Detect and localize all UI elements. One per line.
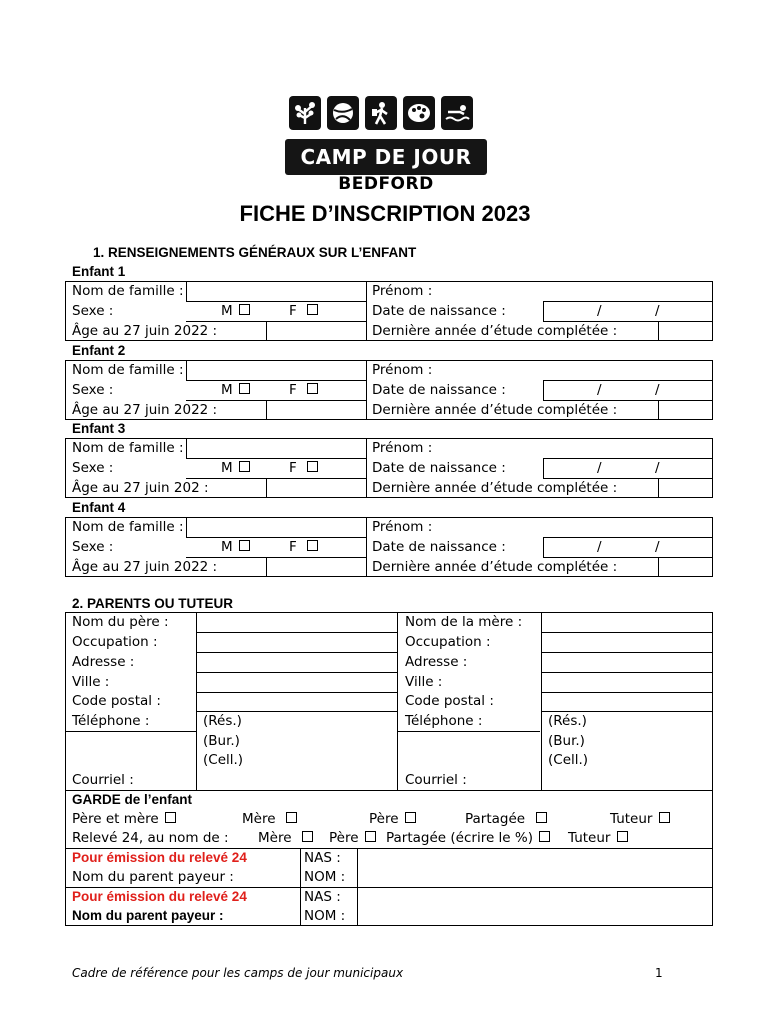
father-phone-res: (Rés.) (203, 713, 242, 729)
hiker-icon (365, 96, 397, 130)
father-postal-label: Code postal : (72, 693, 161, 709)
emission-2-nom-label: NOM : (304, 908, 346, 924)
mother-phone-label: Téléphone : (405, 713, 483, 729)
father-occupation-label: Occupation : (72, 634, 158, 650)
checkbox[interactable] (365, 831, 376, 842)
releve-option-tutor[interactable]: Tuteur (568, 830, 628, 846)
child-3-birthdate-label: Date de naissance : (372, 460, 506, 476)
child-2-age-label: Âge au 27 juin 2022 : (72, 402, 218, 418)
garde-option-shared[interactable]: Partagée (465, 811, 547, 827)
child-1-firstname-label: Prénom : (372, 283, 433, 299)
emission-1-nom-label: NOM : (304, 869, 346, 885)
footer-text: Cadre de référence pour les camps de jour municipaux (72, 966, 404, 980)
palette-icon (403, 96, 435, 130)
child-1-sex-f[interactable]: F (289, 303, 318, 319)
checkbox[interactable] (302, 831, 313, 842)
releve-option-father[interactable]: Père (329, 830, 376, 846)
child-3-sex-label: Sexe : (72, 460, 114, 476)
garde-option-father[interactable]: Père (369, 811, 416, 827)
emission-2-notice: Pour émission du relevé 24 (72, 889, 247, 904)
child-2-sex-m[interactable]: M (221, 382, 250, 398)
mother-address-label: Adresse : (405, 654, 468, 670)
child-2-birthdate-label: Date de naissance : (372, 382, 506, 398)
mother-phone-res: (Rés.) (548, 713, 587, 729)
checkbox[interactable] (307, 540, 318, 551)
checkbox[interactable] (239, 383, 250, 394)
child-1-lastname-label: Nom de famille : (72, 283, 184, 299)
checkbox[interactable] (307, 383, 318, 394)
checkbox[interactable] (659, 812, 670, 823)
checkbox[interactable] (239, 461, 250, 472)
releve-option-mother[interactable]: Mère (258, 830, 313, 846)
logo-city: BEDFORD (338, 174, 434, 194)
father-address-label: Adresse : (72, 654, 135, 670)
emission-2-nas-label: NAS : (304, 889, 341, 905)
date-separator: / (655, 382, 660, 398)
emission-1-parent-label: Nom du parent payeur : (72, 869, 234, 885)
mother-name-label: Nom de la mère : (405, 614, 523, 630)
emission-1-notice: Pour émission du relevé 24 (72, 850, 247, 865)
logo-banner (285, 139, 487, 175)
child-3-title: Enfant 3 (72, 421, 126, 436)
child-3-age-label: Âge au 27 juin 202 : (72, 480, 209, 496)
child-2-sex-label: Sexe : (72, 382, 114, 398)
swimmer-icon (441, 96, 473, 130)
child-4-firstname-label: Prénom : (372, 519, 433, 535)
child-4-birthdate-label: Date de naissance : (372, 539, 506, 555)
emission-1-nas-label: NAS : (304, 850, 341, 866)
date-separator: / (597, 303, 602, 319)
child-1-sex-label: Sexe : (72, 303, 114, 319)
child-3-lastname-label: Nom de famille : (72, 440, 184, 456)
child-3-sex-m[interactable]: M (221, 460, 250, 476)
checkbox[interactable] (165, 812, 176, 823)
emission-2-parent-label: Nom du parent payeur : (72, 908, 224, 923)
child-4-sex-label: Sexe : (72, 539, 114, 555)
logo-banner-text: CAMP DE JOUR (300, 145, 472, 169)
child-3-firstname-label: Prénom : (372, 440, 433, 456)
father-phone-bur: (Bur.) (203, 733, 240, 749)
date-separator: / (655, 303, 660, 319)
page-number: 1 (655, 966, 663, 980)
checkbox[interactable] (239, 540, 250, 551)
child-3-grade-label: Dernière année d’étude complétée : (372, 480, 618, 496)
mother-email-label: Courriel : (405, 772, 467, 788)
mother-phone-bur: (Bur.) (548, 733, 585, 749)
leaf-icon (289, 96, 321, 130)
date-separator: / (655, 539, 660, 555)
page-title: FICHE D’INSCRIPTION 2023 (239, 201, 531, 226)
date-separator: / (597, 539, 602, 555)
child-1-title: Enfant 1 (72, 264, 126, 279)
child-2-lastname-label: Nom de famille : (72, 362, 184, 378)
child-4-sex-m[interactable]: M (221, 539, 250, 555)
mother-city-label: Ville : (405, 674, 443, 690)
father-name-label: Nom du père : (72, 614, 169, 630)
checkbox[interactable] (307, 304, 318, 315)
date-separator: / (597, 382, 602, 398)
garde-option-both[interactable]: Père et mère (72, 811, 176, 827)
releve-option-shared[interactable]: Partagée (écrire le %) (386, 830, 550, 846)
checkbox[interactable] (239, 304, 250, 315)
checkbox[interactable] (539, 831, 550, 842)
child-4-title: Enfant 4 (72, 500, 126, 515)
father-city-label: Ville : (72, 674, 110, 690)
garde-option-mother[interactable]: Mère (242, 811, 297, 827)
checkbox[interactable] (286, 812, 297, 823)
mother-occupation-label: Occupation : (405, 634, 491, 650)
checkbox[interactable] (405, 812, 416, 823)
date-separator: / (655, 460, 660, 476)
child-1-grade-label: Dernière année d’étude complétée : (372, 323, 618, 339)
section1-heading: 1. RENSEIGNEMENTS GÉNÉRAUX SUR L’ENFANT (93, 245, 417, 260)
child-2-sex-f[interactable]: F (289, 382, 318, 398)
mother-postal-label: Code postal : (405, 693, 494, 709)
child-3-sex-f[interactable]: F (289, 460, 318, 476)
child-2-firstname-label: Prénom : (372, 362, 433, 378)
child-4-grade-label: Dernière année d’étude complétée : (372, 559, 618, 575)
checkbox[interactable] (307, 461, 318, 472)
logo-icons (289, 96, 475, 132)
child-2-grade-label: Dernière année d’étude complétée : (372, 402, 618, 418)
garde-heading: GARDE de l’enfant (72, 792, 193, 807)
date-separator: / (597, 460, 602, 476)
checkbox[interactable] (536, 812, 547, 823)
child-4-sex-f[interactable]: F (289, 539, 318, 555)
father-phone-cell: (Cell.) (203, 752, 244, 768)
mother-phone-cell: (Cell.) (548, 752, 589, 768)
releve-label: Relevé 24, au nom de : (72, 830, 229, 846)
father-email-label: Courriel : (72, 772, 134, 788)
child-4-lastname-label: Nom de famille : (72, 519, 184, 535)
section2-heading: 2. PARENTS OU TUTEUR (72, 596, 234, 611)
child-1-age-label: Âge au 27 juin 2022 : (72, 323, 218, 339)
child-1-birthdate-label: Date de naissance : (372, 303, 506, 319)
child-1-sex-m[interactable]: M (221, 303, 250, 319)
garde-option-tutor[interactable]: Tuteur (610, 811, 670, 827)
checkbox[interactable] (617, 831, 628, 842)
child-4-age-label: Âge au 27 juin 2022 : (72, 559, 218, 575)
father-phone-label: Téléphone : (72, 713, 150, 729)
ball-icon (327, 96, 359, 130)
child-2-title: Enfant 2 (72, 343, 126, 358)
